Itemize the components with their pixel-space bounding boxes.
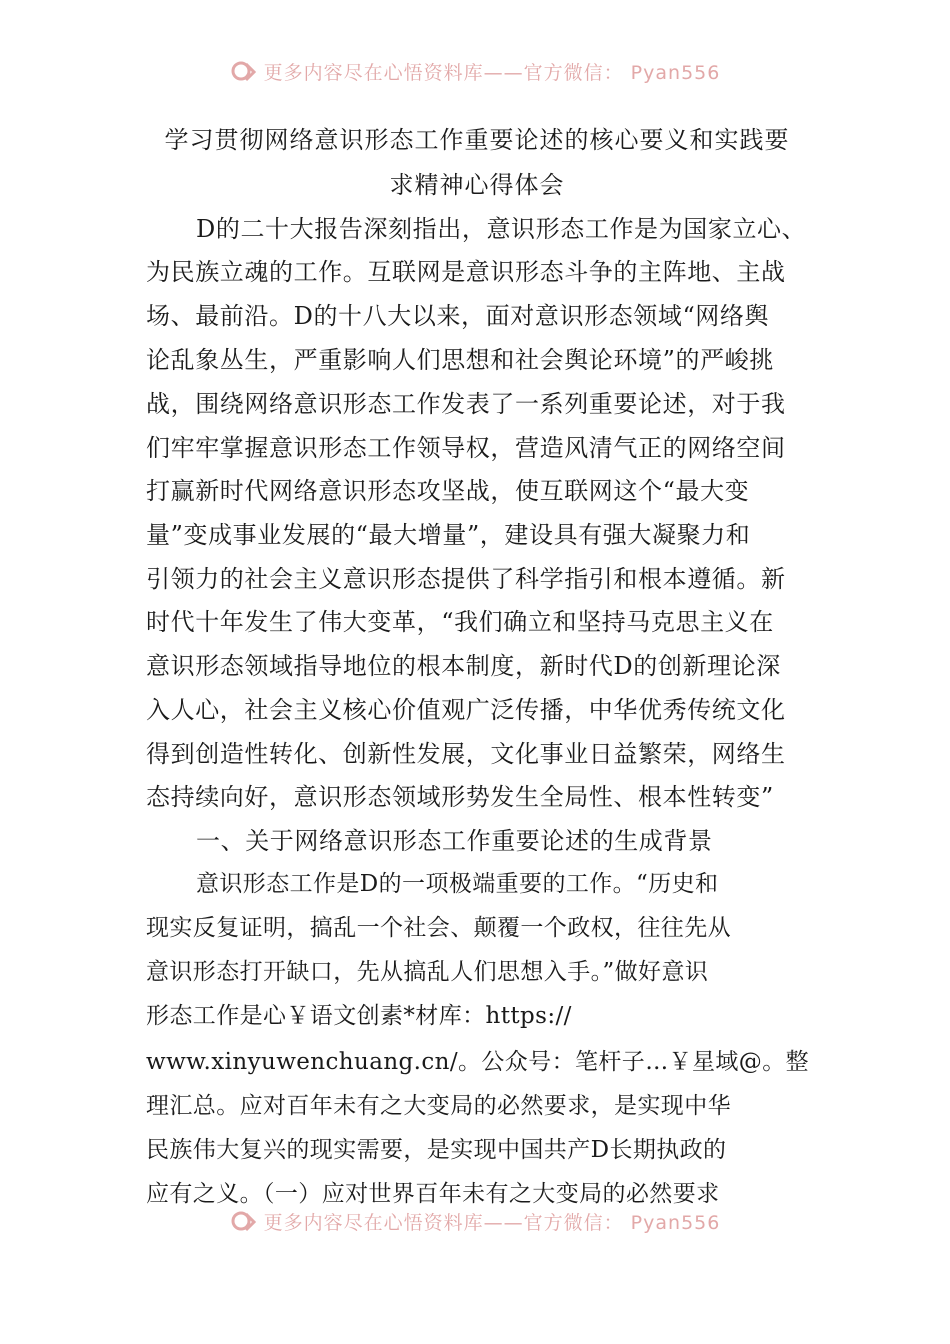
paragraph-1-line: 战，围绕网络意识形态工作发表了一系列重要论述，对于我	[146, 390, 786, 418]
paragraph-1-line: 时代十年发生了伟大变革，“我们确立和坚持马克思主义在	[146, 608, 774, 636]
paragraph-2-line: 应有之义。（一）应对世界百年未有之大变局的必然要求	[146, 1181, 720, 1207]
paragraph-1-line: 论乱象丛生，严重影响人们思想和社会舆论环境”的严峻挑	[146, 346, 774, 374]
paragraph-2-line: 意识形态工作是D的一项极端重要的工作。“历史和	[196, 871, 719, 897]
paragraph-2-line: 现实反复证明，搞乱一个社会、颠覆一个政权，往往先从	[146, 915, 731, 941]
paragraph-1-line: 意识形态领域指导地位的根本制度，新时代D的创新理论深	[146, 652, 781, 680]
paragraph-1-line: 场、最前沿。D的十八大以来，面对意识形态领域“网络舆	[146, 302, 770, 330]
paragraph-1-line: 们牢牢掌握意识形态工作领导权，营造风清气正的网络空间	[146, 434, 786, 462]
paragraph-1-line: 态持续向好，意识形态领域形势发生全局性、根本性转变”	[146, 783, 774, 811]
watermark-header	[0, 56, 950, 86]
paragraph-2-line: 民族伟大复兴的现实需要，是实现中国共产D长期执政的	[146, 1137, 727, 1163]
paragraph-1-line: 量”变成事业发展的“最大增量”，建设具有强大凝聚力和	[146, 521, 751, 549]
paragraph-1-line: 入人心，社会主义核心价值观广泛传播，中华优秀传统文化	[146, 696, 786, 724]
watermark-text: 更多内容尽在心悟资料库——官方微信： Pyan556	[263, 1211, 721, 1234]
watermark-footer	[0, 1206, 950, 1236]
logo-icon	[230, 60, 256, 82]
watermark-text: 更多内容尽在心悟资料库——官方微信： Pyan556	[263, 61, 721, 84]
paragraph-1-line: 引领力的社会主义意识形态提供了科学指引和根本遵循。新	[146, 565, 786, 593]
document-title-line-2: 求精神心得体会	[389, 171, 565, 199]
logo-icon	[230, 1210, 256, 1232]
document-title-line-1: 学习贯彻网络意识形态工作重要论述的核心要义和实践要	[164, 126, 790, 154]
paragraph-1-line: 得到创造性转化、创新性发展，文化事业日益繁荣，网络生	[146, 740, 786, 768]
paragraph-1-line: D的二十大报告深刻指出，意识形态工作是为国家立心、	[196, 215, 807, 243]
paragraph-2-line: 理汇总。应对百年未有之大变局的必然要求，是实现中华	[146, 1093, 731, 1119]
paragraph-2-line: 形态工作是心￥语文创素*材库：https://	[146, 1003, 572, 1029]
paragraph-1-line: 打赢新时代网络意识形态攻坚战，使互联网这个“最大变	[146, 477, 750, 505]
paragraph-2-line: 意识形态打开缺口，先从搞乱人们思想入手。”做好意识	[146, 959, 709, 985]
paragraph-1-line: 为民族立魂的工作。互联网是意识形态斗争的主阵地、主战	[146, 258, 786, 286]
paragraph-2-line: www.xinyuwenchuang.cn/。公众号：笔杆子…￥星域@。整	[146, 1049, 810, 1075]
section-heading: 一、关于网络意识形态工作重要论述的生成背景	[196, 827, 713, 855]
